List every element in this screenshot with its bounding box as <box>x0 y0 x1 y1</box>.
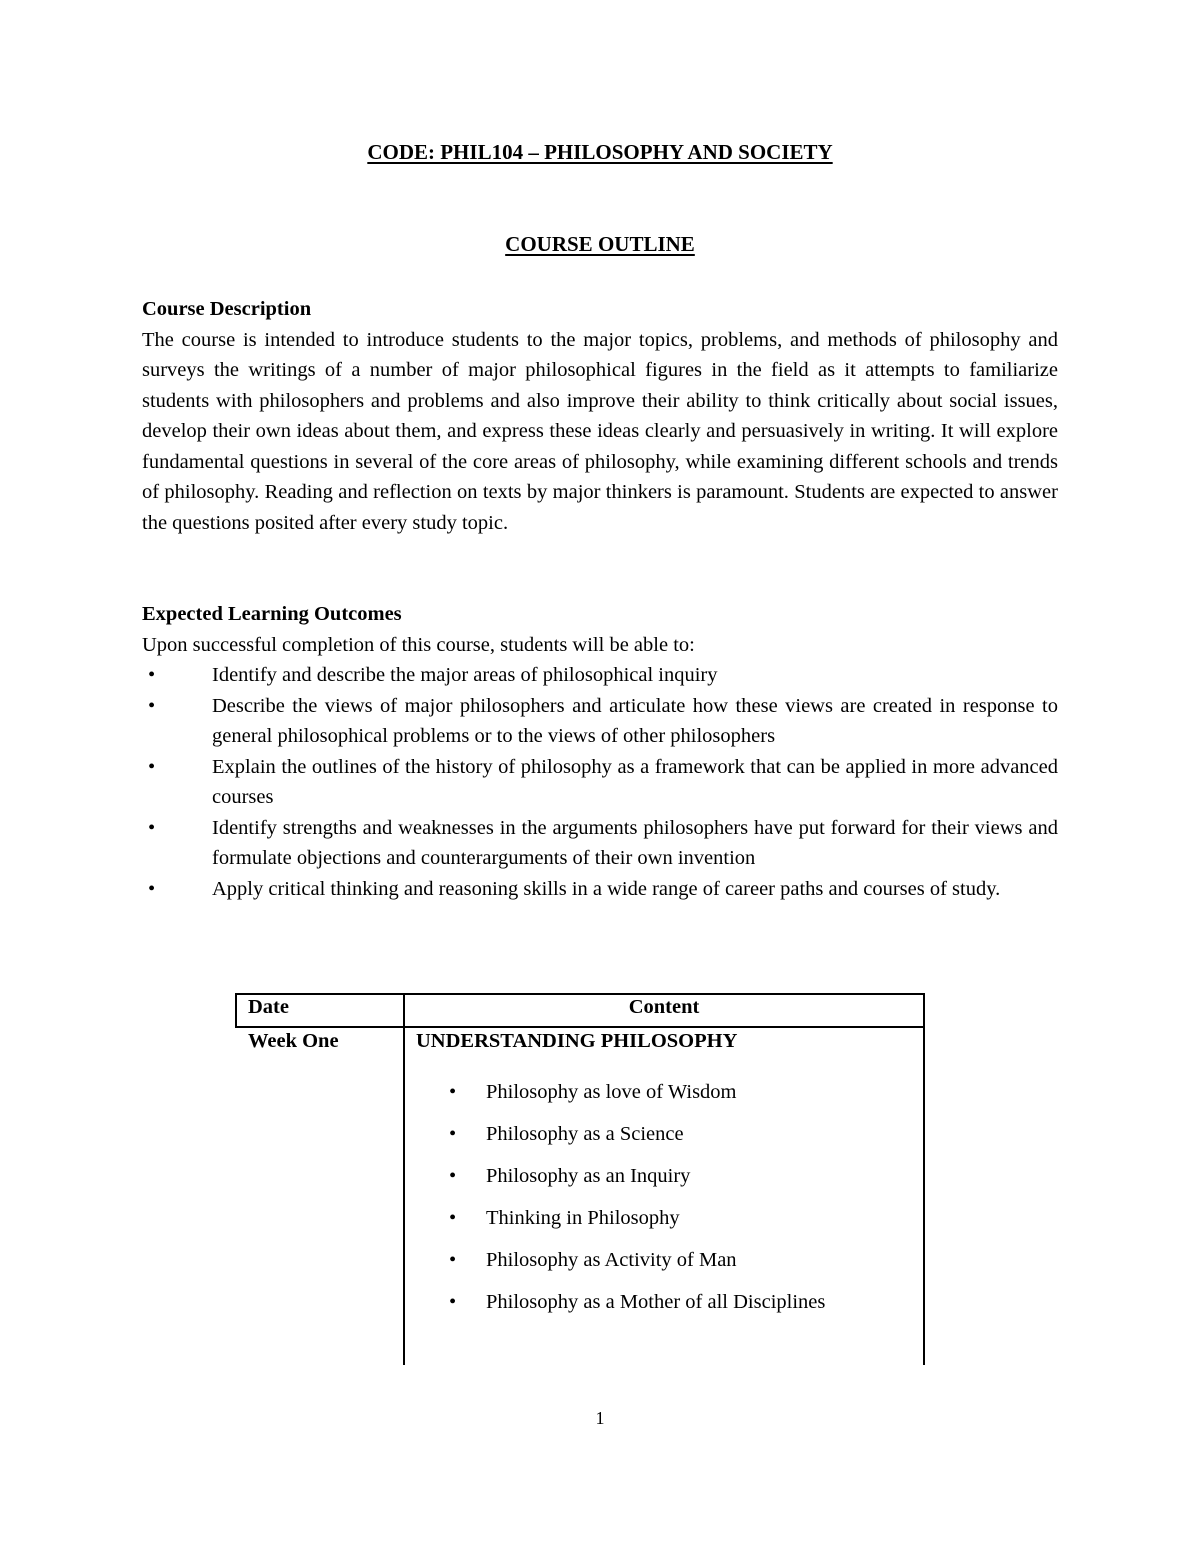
list-item <box>142 752 1058 813</box>
table-header-date: Date <box>248 996 289 1018</box>
list-item <box>416 1239 841 1281</box>
bullet-icon: • <box>449 1123 457 1145</box>
topic-text: Philosophy as a Science <box>486 1123 684 1145</box>
table-row-topics <box>416 1071 841 1323</box>
bullet-icon: • <box>148 816 156 839</box>
table-header-border <box>235 1026 925 1028</box>
list-item <box>142 813 1058 874</box>
page-number: 1 <box>595 1408 605 1428</box>
learning-outcomes-heading: Expected Learning Outcomes <box>142 603 402 625</box>
table-row-title: UNDERSTANDING PHILOSOPHY <box>416 1030 738 1052</box>
topic-text: Thinking in Philosophy <box>486 1207 680 1229</box>
bullet-icon: • <box>449 1249 457 1271</box>
outcome-text: Describe the views of major philosophers and articulate how these views are created in response to general philosophical problems or to the views of other philosophers <box>212 694 1058 747</box>
bullet-icon: • <box>449 1081 457 1103</box>
course-outline-title: COURSE OUTLINE <box>505 232 695 256</box>
table-row-date: Week One <box>248 1030 339 1052</box>
topic-text: Philosophy as an Inquiry <box>486 1165 691 1187</box>
outcome-text: Apply critical thinking and reasoning skills in a wide range of career paths and courses of study. <box>212 877 1001 900</box>
table-column-divider <box>403 993 405 1365</box>
bullet-icon: • <box>449 1291 457 1313</box>
outcome-text: Explain the outlines of the history of philosophy as a framework that can be applied in more advanced courses <box>212 755 1058 808</box>
course-description-text: The course is intended to introduce students to the major topics, problems, and methods of philosophy and surveys the writings of a number of major philosophical figures in the field as it attempts to familiarize students with philosophers and problems and also improve their ability to think critically about social issues, develop their own ideas about them, and express these ideas clearly and persuasively in writing. It will explore fundamental questions in several of the core areas of philosophy, while examining different schools and trends of philosophy. Reading and reflection on texts by major thinkers is paramount. Students are expected to answer the questions posited after every study topic. <box>142 328 1058 534</box>
list-item <box>142 660 1058 691</box>
course-description-section <box>142 294 1058 538</box>
table-right-border <box>923 993 925 1365</box>
outcome-text: Identify and describe the major areas of philosophical inquiry <box>212 664 718 686</box>
table-header-content: Content <box>628 996 700 1018</box>
bullet-icon: • <box>148 664 156 686</box>
list-item <box>142 691 1058 752</box>
list-item <box>142 874 1058 905</box>
list-item <box>416 1197 841 1239</box>
bullet-icon: • <box>449 1165 457 1187</box>
bullet-icon: • <box>148 755 156 778</box>
table-left-header-border <box>235 993 237 1028</box>
learning-outcomes-section <box>142 599 1058 904</box>
learning-outcomes-intro: Upon successful completion of this course, students will be able to: <box>142 633 695 656</box>
topic-text: Philosophy as a Mother of all Disciplines <box>486 1291 826 1313</box>
bullet-icon: • <box>148 694 156 717</box>
bullet-icon: • <box>148 877 156 900</box>
learning-outcomes-list <box>142 660 1058 904</box>
list-item <box>416 1071 841 1113</box>
list-item <box>416 1113 841 1155</box>
table-top-border <box>235 993 925 995</box>
topic-text: Philosophy as Activity of Man <box>486 1249 737 1271</box>
course-code-title: CODE: PHIL104 – PHILOSOPHY AND SOCIETY <box>367 140 833 164</box>
bullet-icon: • <box>449 1207 457 1229</box>
outcome-text: Identify strengths and weaknesses in the arguments philosophers have put forward for their views and formulate objections and counterarguments of their own invention <box>212 816 1058 869</box>
topic-text: Philosophy as love of Wisdom <box>486 1081 737 1103</box>
list-item <box>416 1281 841 1323</box>
list-item <box>416 1155 841 1197</box>
course-description-heading: Course Description <box>142 298 312 320</box>
